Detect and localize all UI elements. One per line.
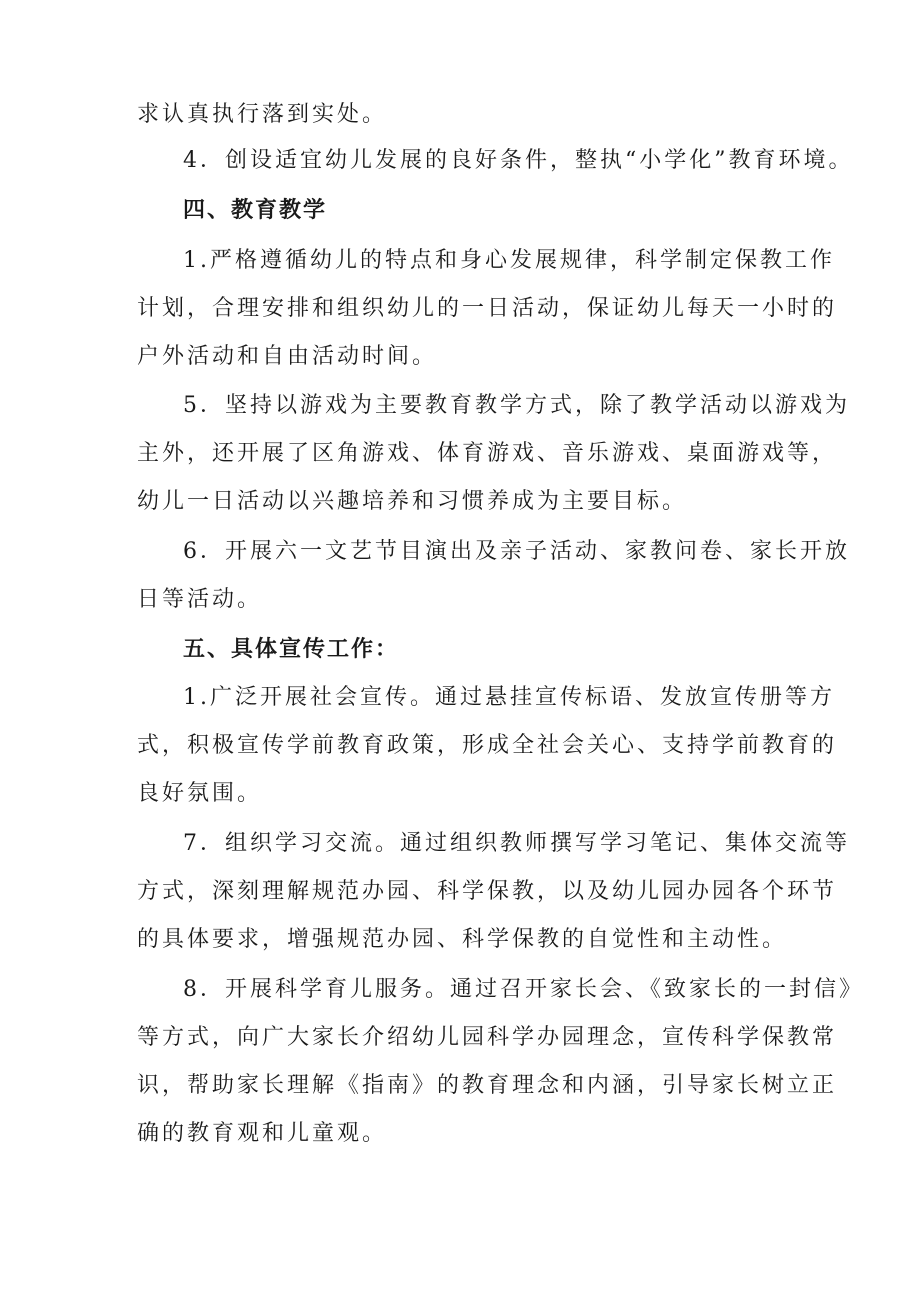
text-line: 等方式，向广大家长介绍幼儿园科学办园理念，宣传科学保教常 [137, 1025, 838, 1050]
section-heading: 四、教育教学 [183, 198, 328, 223]
text-line: 式，积极宣传学前教育政策，形成全社会关心、支持学前教育的 [137, 733, 838, 758]
text-line: 良好氛围。 [137, 781, 263, 806]
text-line: 7．组织学习交流。通过组织教师撰写学习笔记、集体交流等 [183, 831, 850, 856]
text-line: 8．开展科学育儿服务。通过召开家长会、《致家长的一封信》 [183, 977, 864, 1002]
text-line: 日等活动。 [137, 587, 263, 612]
section-heading: 五、具体宣传工作： [183, 637, 400, 662]
text-line: 1.广泛开展社会宣传。通过悬挂宣传标语、发放宣传册等方 [183, 685, 835, 710]
text-line: 6．开展六一文艺节目演出及亲子活动、家教问卷、家长开放 [183, 539, 850, 564]
text-line: 4．创设适宜幼儿发展的良好条件，整执“小学化”教育环境。 [183, 148, 854, 173]
text-line: 方式，深刻理解规范办园、科学保教，以及幼儿园办园各个环节 [137, 879, 838, 904]
text-line: 1.严格遵循幼儿的特点和身心发展规律，科学制定保教工作 [183, 248, 835, 273]
text-line: 户外活动和自由活动时间。 [137, 344, 438, 369]
text-line: 幼儿一日活动以兴趣培养和习惯养成为主要目标。 [137, 489, 688, 514]
text-line: 的具体要求，增强规范办园、科学保教的自觉性和主动性。 [137, 927, 788, 952]
text-line: 5．坚持以游戏为主要教育教学方式，除了教学活动以游戏为 [183, 393, 850, 418]
text-line: 求认真执行落到实处。 [137, 102, 388, 127]
text-line: 识，帮助家长理解《指南》的教育理念和内涵，引导家长树立正 [137, 1073, 838, 1098]
text-line: 主外，还开展了区角游戏、体育游戏、音乐游戏、桌面游戏等， [137, 441, 838, 466]
text-line: 计划，合理安排和组织幼儿的一日活动，保证幼儿每天一小时的 [137, 296, 838, 321]
text-line: 确的教育观和儿童观。 [137, 1121, 388, 1146]
